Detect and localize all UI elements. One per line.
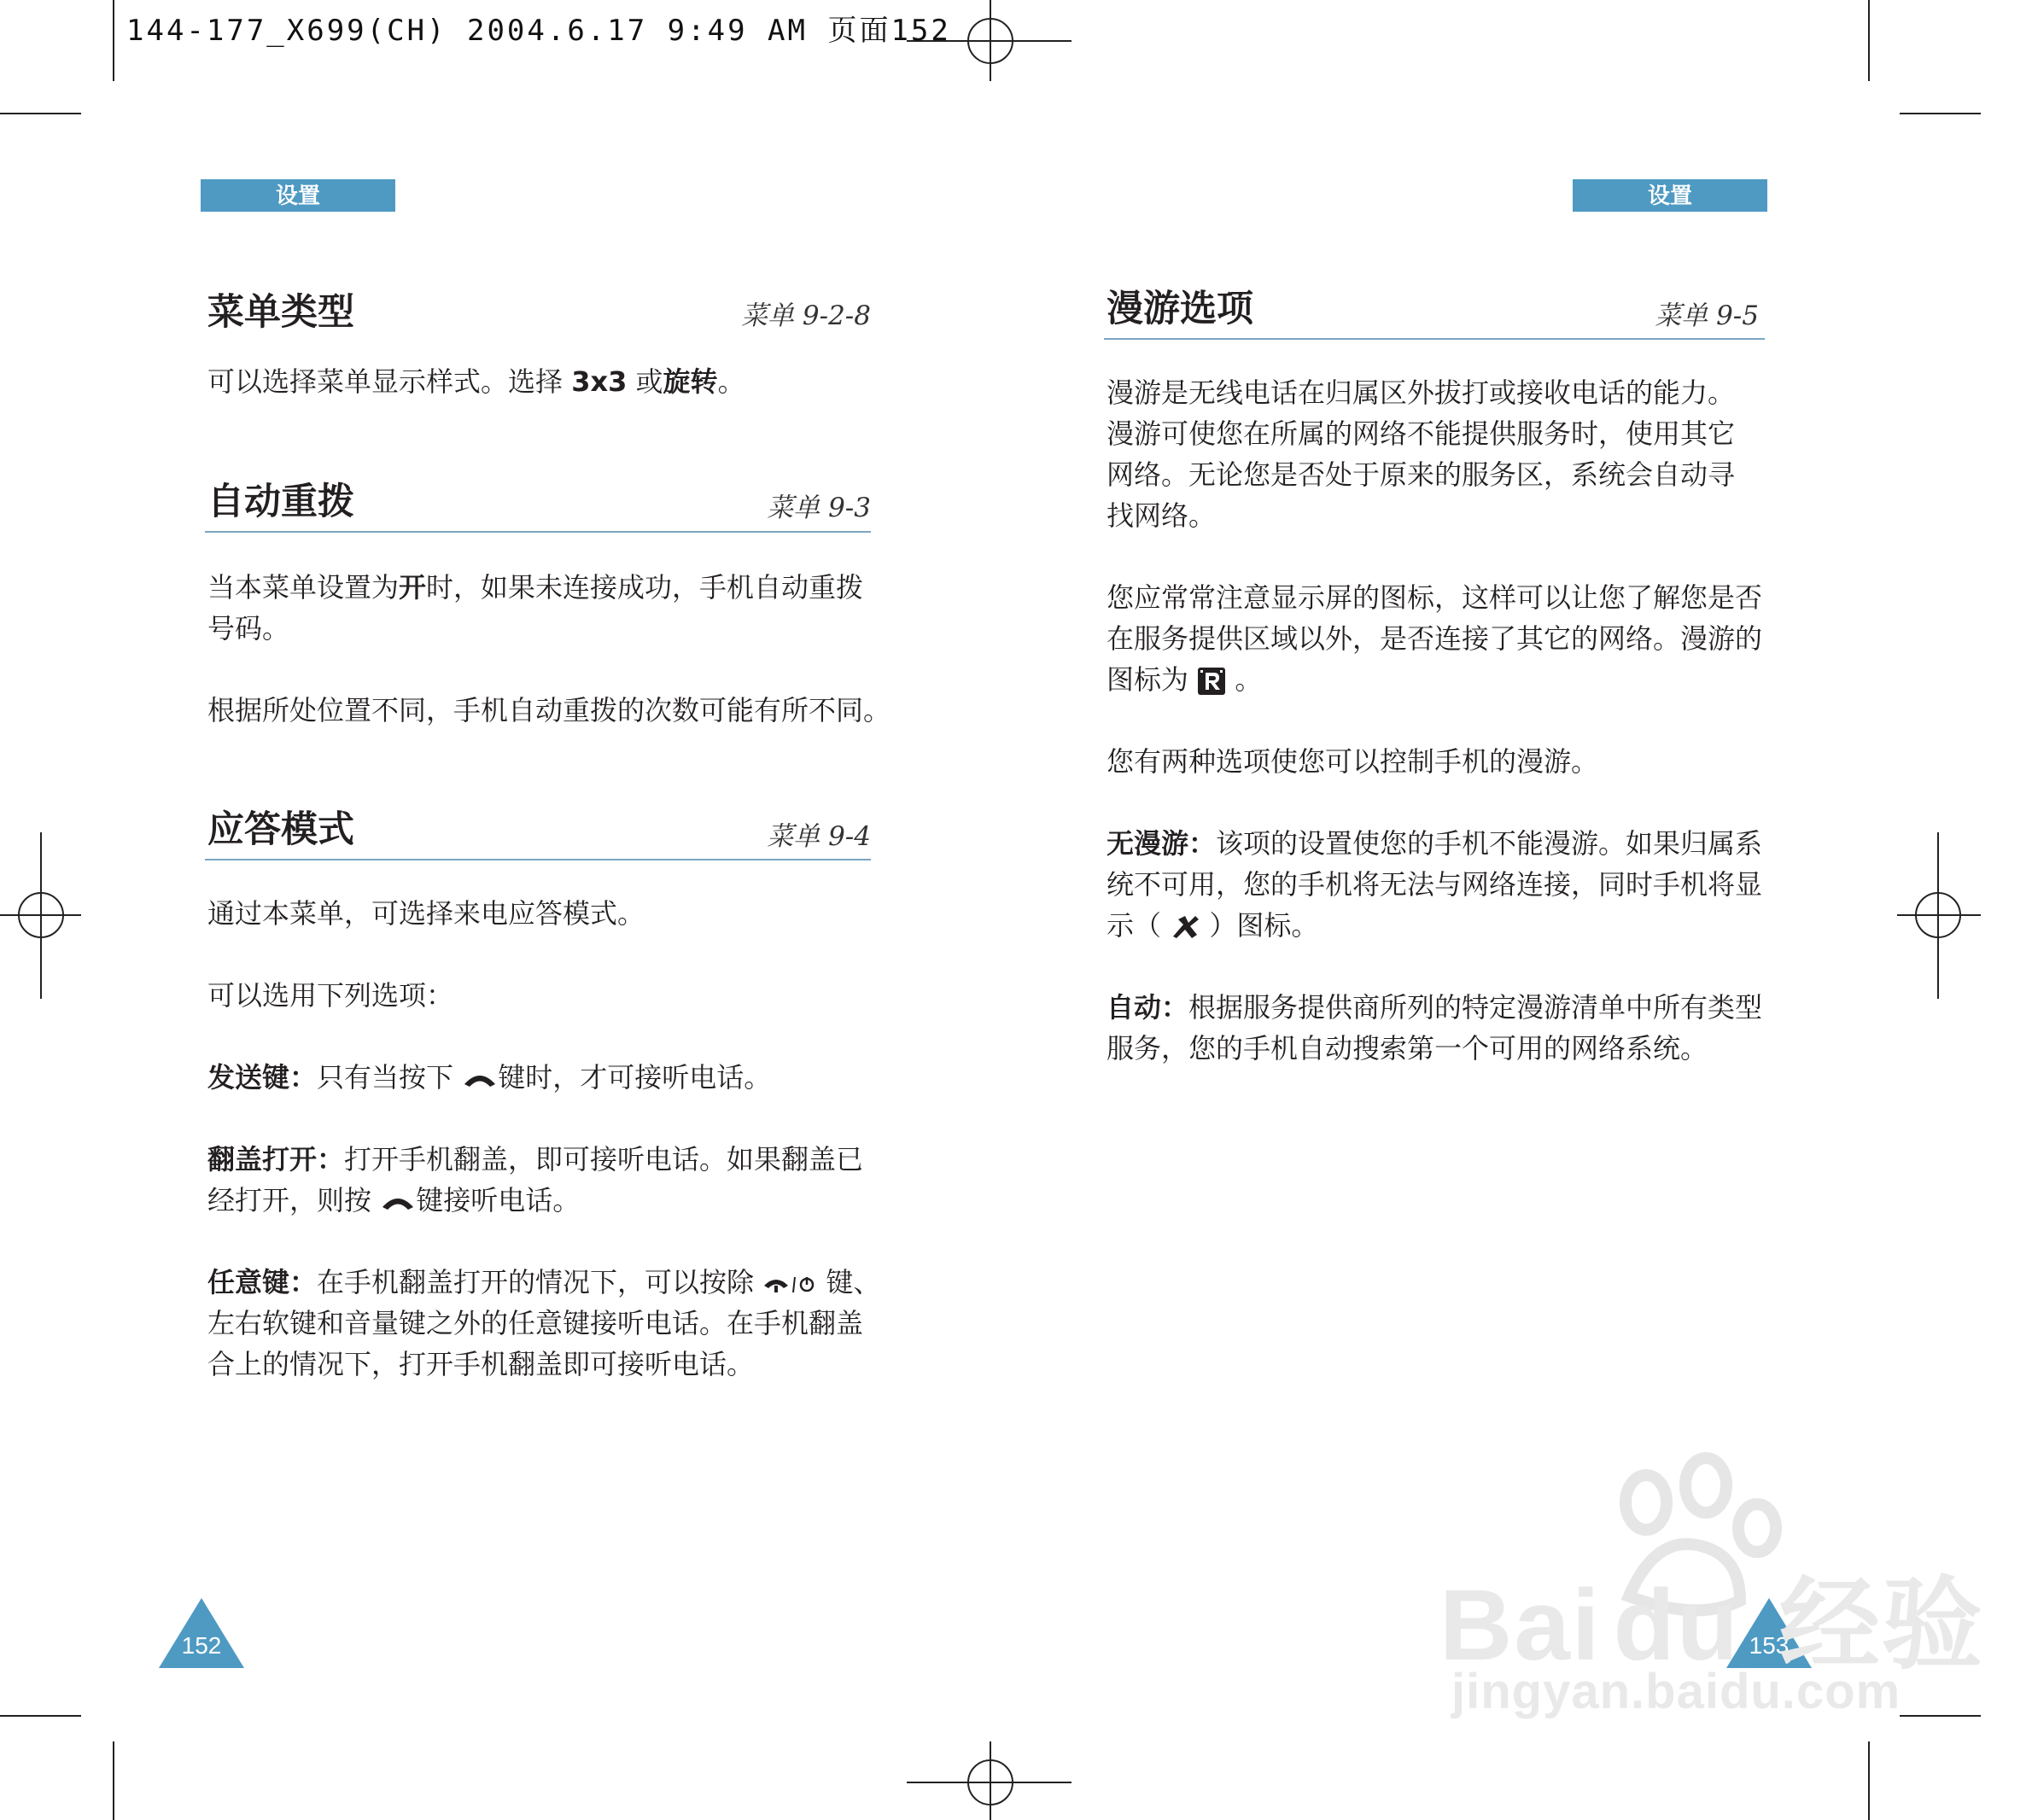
paragraph-roaming-definition: 漫游是无线电话在归属区外拔打或接收电话的能力。 漫游可使您在所属的网络不能提供服务时，使用其它 网络。无论您是否处于原来的服务区，系统会自动寻 找网络。 xyxy=(1107,376,1736,532)
page-number-right: 153 xyxy=(1749,1632,1790,1659)
watermark-brand: Bai du 经验 xyxy=(1439,1569,1984,1682)
option-any-key: 任意键：在手机翻盖打开的情况下，可以按除 键、 左右软键和音量键之外的任意键接听电话。在手机翻盖 合上的情况下，打开手机翻盖即可接听电话。 xyxy=(207,1266,881,1380)
paragraph-roaming-icon: 您应常常注意显示屏的图标，这样可以让您了解您是否 在服务提供区域以外，是否连接了其它的网络。漫游的 图标为 。 xyxy=(1107,581,1763,696)
paragraph-menu-type: 可以选择菜单显示样式。选择 3x3 或旋转。 xyxy=(207,365,745,398)
paragraph-auto-redial-2: 根据所处位置不同，手机自动重拨的次数可能有所不同。 xyxy=(207,694,891,726)
option-send-key: 发送键：只有当按下 键时，才可接听电话。 xyxy=(207,1061,772,1094)
section-tab-right: 设置 xyxy=(1573,179,1767,212)
end-power-key-icon xyxy=(762,1274,817,1294)
heading-rule xyxy=(205,859,871,860)
menu-ref-9-2-8: 菜单 9-2-8 xyxy=(741,300,871,331)
paragraph-answer-mode-intro: 通过本菜单，可选择来电应答模式。 xyxy=(207,897,645,930)
option-no-roaming: 无漫游：该项的设置使您的手机不能漫游。如果归属系 统不可用，您的手机将无法与网络连接，同时手机将显 示（ ）图标。 xyxy=(1107,827,1763,942)
roaming-r-icon xyxy=(1197,667,1226,696)
heading-roaming-options: 漫游选项 xyxy=(1107,288,1253,330)
heading-rule xyxy=(1104,338,1765,340)
heading-answer-mode: 应答模式 xyxy=(207,808,354,851)
paragraph-roaming-control: 您有两种选项使您可以控制手机的漫游。 xyxy=(1107,745,1599,778)
send-key-icon xyxy=(380,1192,416,1212)
heading-auto-redial: 自动重拨 xyxy=(207,481,354,523)
no-service-icon xyxy=(1170,914,1200,940)
paragraph-answer-mode-options: 可以选用下列选项： xyxy=(207,979,454,1012)
send-key-icon xyxy=(462,1069,498,1089)
menu-ref-9-5: 菜单 9-5 xyxy=(1655,300,1759,331)
page-number-left: 152 xyxy=(181,1632,222,1659)
print-slug-line: 144-177_X699(CH) 2004.6.17 9:49 AM 页面152 xyxy=(126,14,951,48)
menu-ref-9-3: 菜单 9-3 xyxy=(767,493,871,523)
paragraph-auto-redial-1: 当本菜单设置为开时，如果未连接成功，手机自动重拨 号码。 xyxy=(207,571,864,645)
heading-menu-type: 菜单类型 xyxy=(207,291,354,334)
option-auto-roaming: 自动：根据服务提供商所列的特定漫游清单中所有类型 服务，您的手机自动搜索第一个可用的网络系统。 xyxy=(1107,991,1763,1065)
menu-ref-9-4: 菜单 9-4 xyxy=(767,821,871,852)
watermark-url: jingyan.baidu.com xyxy=(1451,1664,1901,1719)
heading-rule xyxy=(205,531,871,533)
section-tab-left: 设置 xyxy=(201,179,395,212)
option-flip-open: 翻盖打开：打开手机翻盖，即可接听电话。如果翻盖已 经打开，则按 键接听电话。 xyxy=(207,1143,864,1216)
